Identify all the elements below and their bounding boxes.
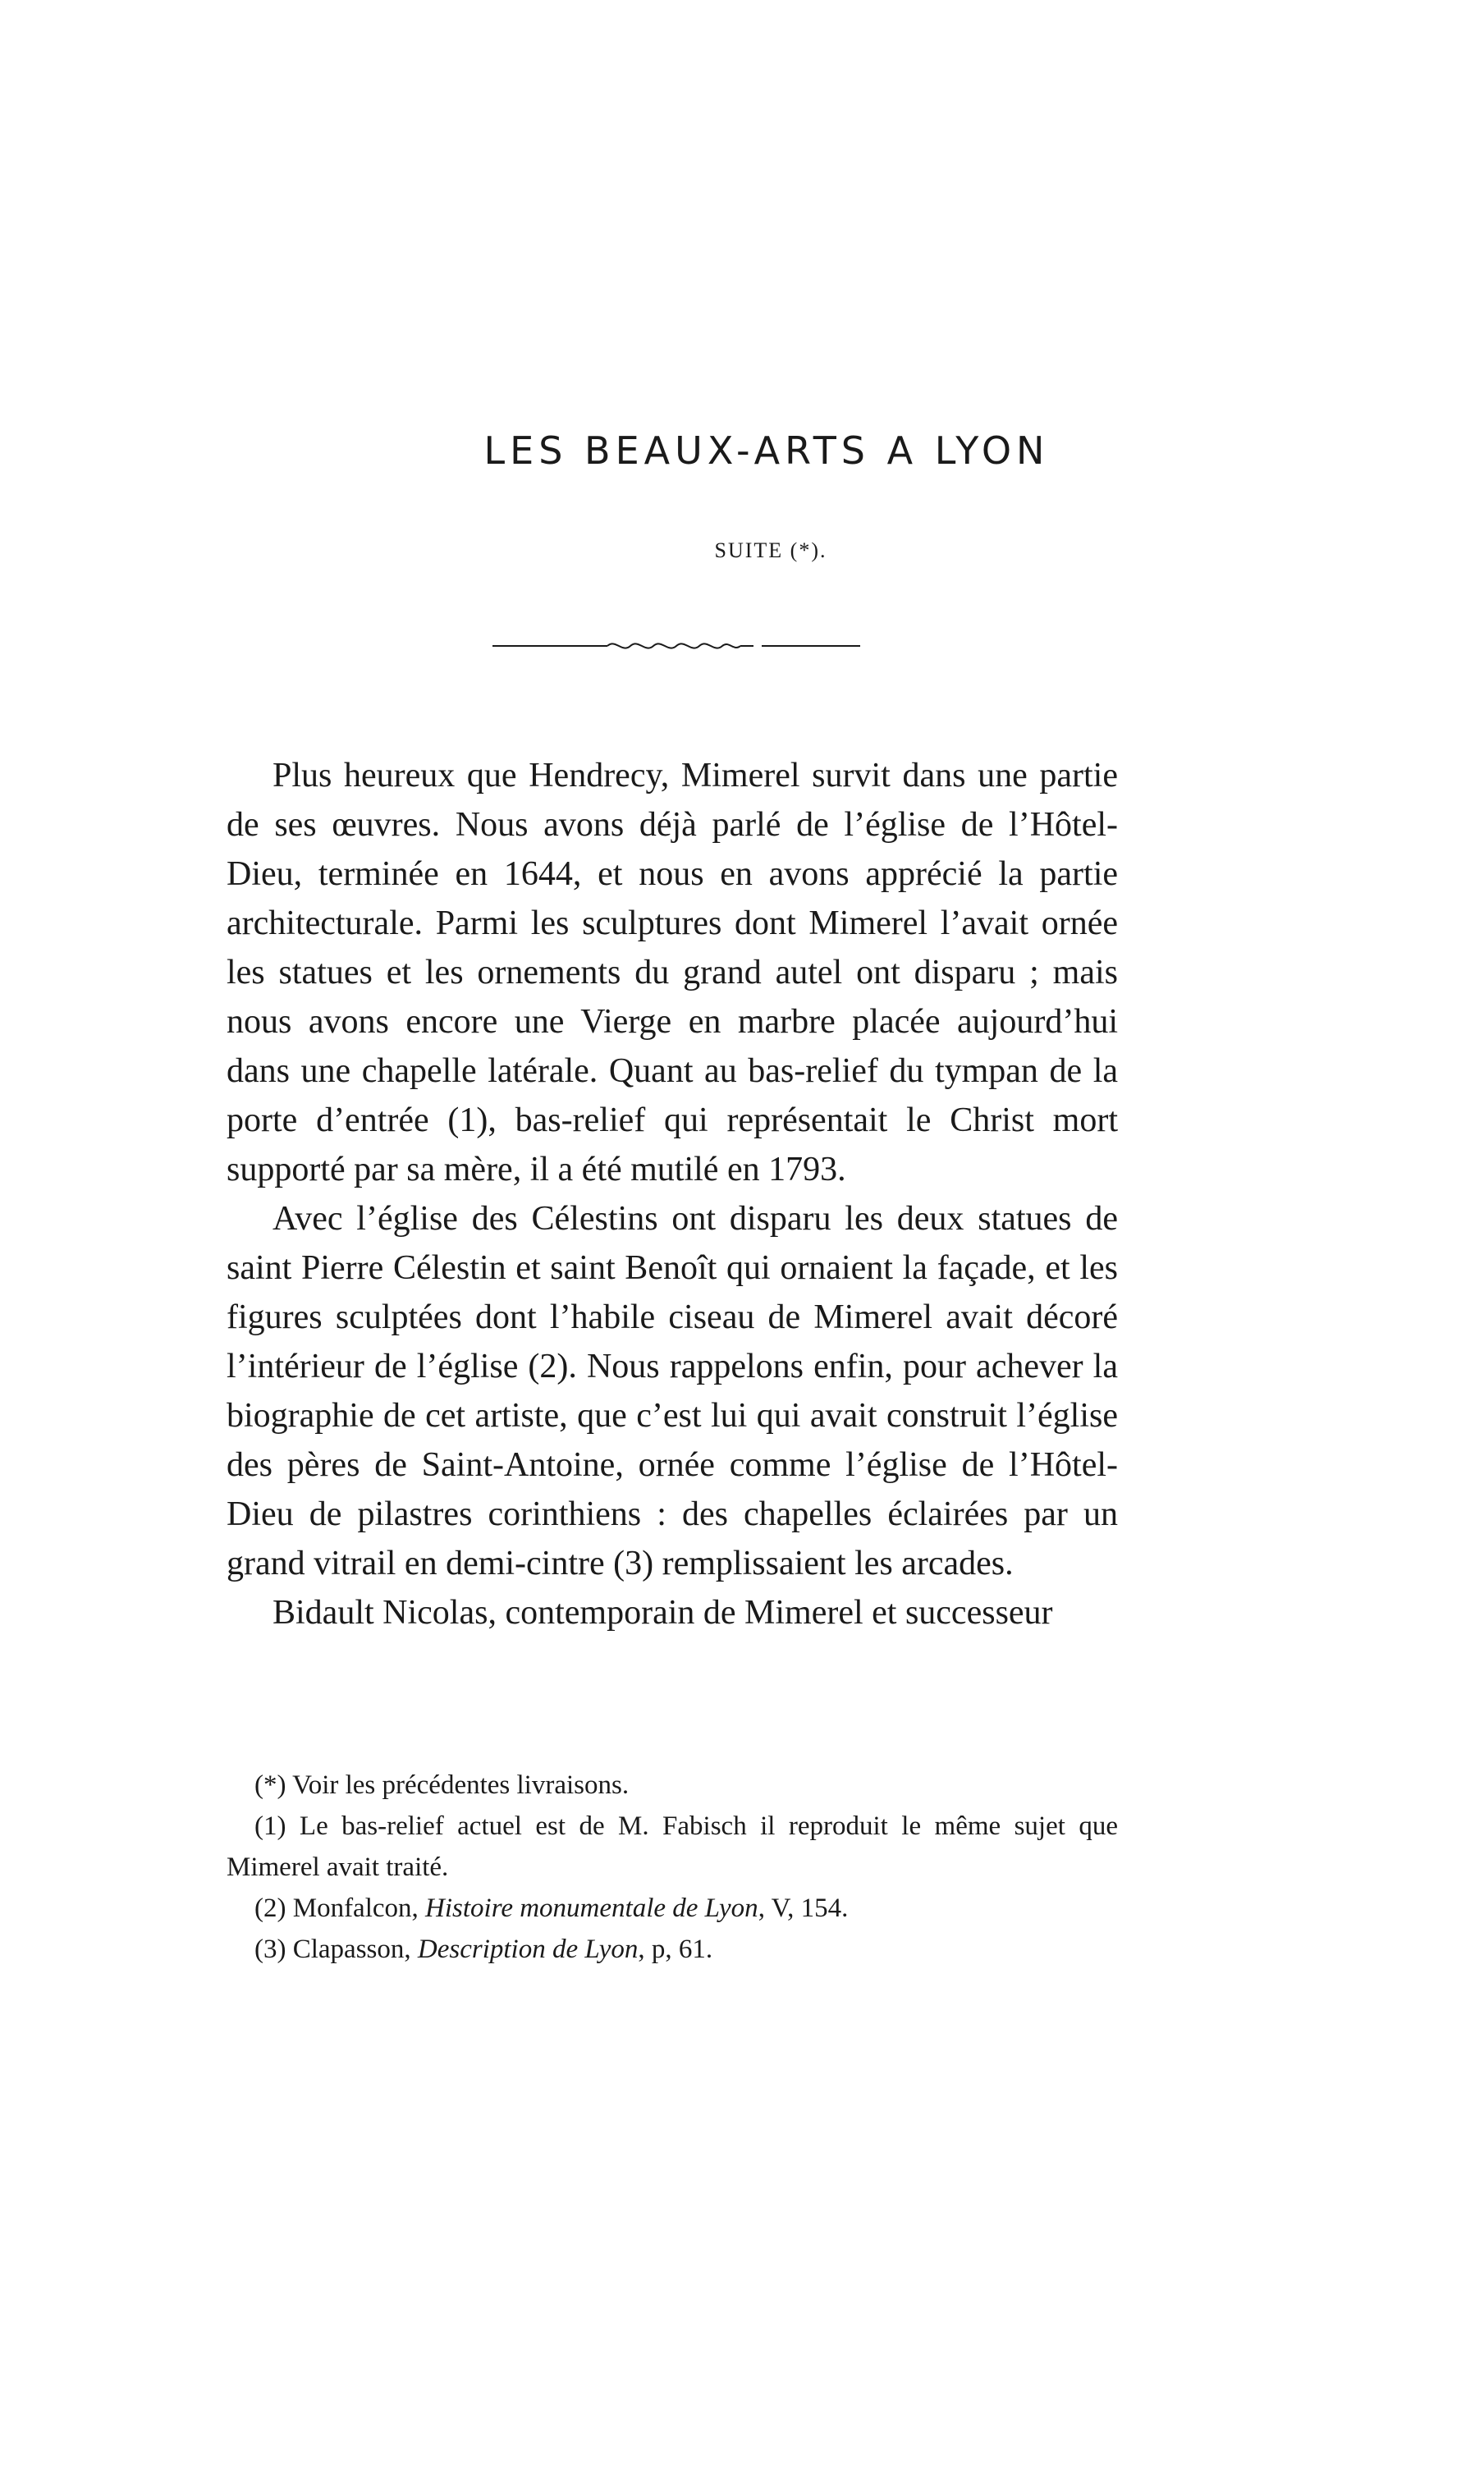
article-subtitle: SUITE (*). <box>714 538 827 562</box>
paragraph-2: Avec l’église des Célestins ont disparu les deux statues de saint Pierre Célestin et saint Benoît qui ornaient la façade, et les figures sculptées dont l’habile ciseau de Mimerel avait décoré l’intérieur de l’église (2). Nous rappelons enfin, pour achever la biographie de cet artiste, que c’est lui qui avait construit l’église des pères de Saint-Antoine, ornée comme l’église de l’Hôtel-Dieu de pilastres corinthiens : des chapelles éclairées par un grand vitrail en demi-cintre (3) remplissaient les arcades. <box>227 1200 1118 1582</box>
main-text <box>227 751 1118 1637</box>
footnote-2-suffix: , V, 154. <box>758 1893 849 1923</box>
footnote-2-work: Histoire monumentale de Lyon <box>425 1893 758 1923</box>
article-title: LES BEAUX-ARTS A LYON <box>483 428 1050 473</box>
footnote-star: (*) Voir les précédentes livraisons. <box>254 1770 630 1800</box>
footnote-3-prefix: (3) Clapasson, <box>254 1935 418 1964</box>
footnote-1: (1) Le bas-relief actuel est de M. Fabisch il reproduit le même sujet que Mimerel avait traité. <box>227 1811 1118 1882</box>
footnote-3-work: Description de Lyon <box>417 1935 639 1964</box>
footnote-2 <box>227 1888 1118 1929</box>
ornament-divider <box>492 632 860 657</box>
footnote-3 <box>227 1929 1118 1970</box>
footnote-3-suffix: , p, 61. <box>638 1935 713 1964</box>
footnotes <box>227 1765 1118 1970</box>
paragraph-3: Bidault Nicolas, contemporain de Mimerel et successeur <box>273 1594 1053 1632</box>
paragraph-1: Plus heureux que Hendrecy, Mimerel survit dans une partie de ses œuvres. Nous avons déjà parlé de l’église de l’Hôtel-Dieu, terminée en 1644, et nous en avons apprécié la partie architecturale. Parmi les sculptures dont Mimerel l’avait ornée les statues et les ornements du grand autel ont disparu ; mais nous avons encore une Vierge en marbre placée aujourd’hui dans une chapelle latérale. Quant au bas-relief du tympan de la porte d’entrée (1), bas-relief qui représentait le Christ mort supporté par sa mère, il a été mutilé en 1793. <box>227 757 1118 1188</box>
footnote-2-prefix: (2) Monfalcon, <box>254 1893 426 1923</box>
